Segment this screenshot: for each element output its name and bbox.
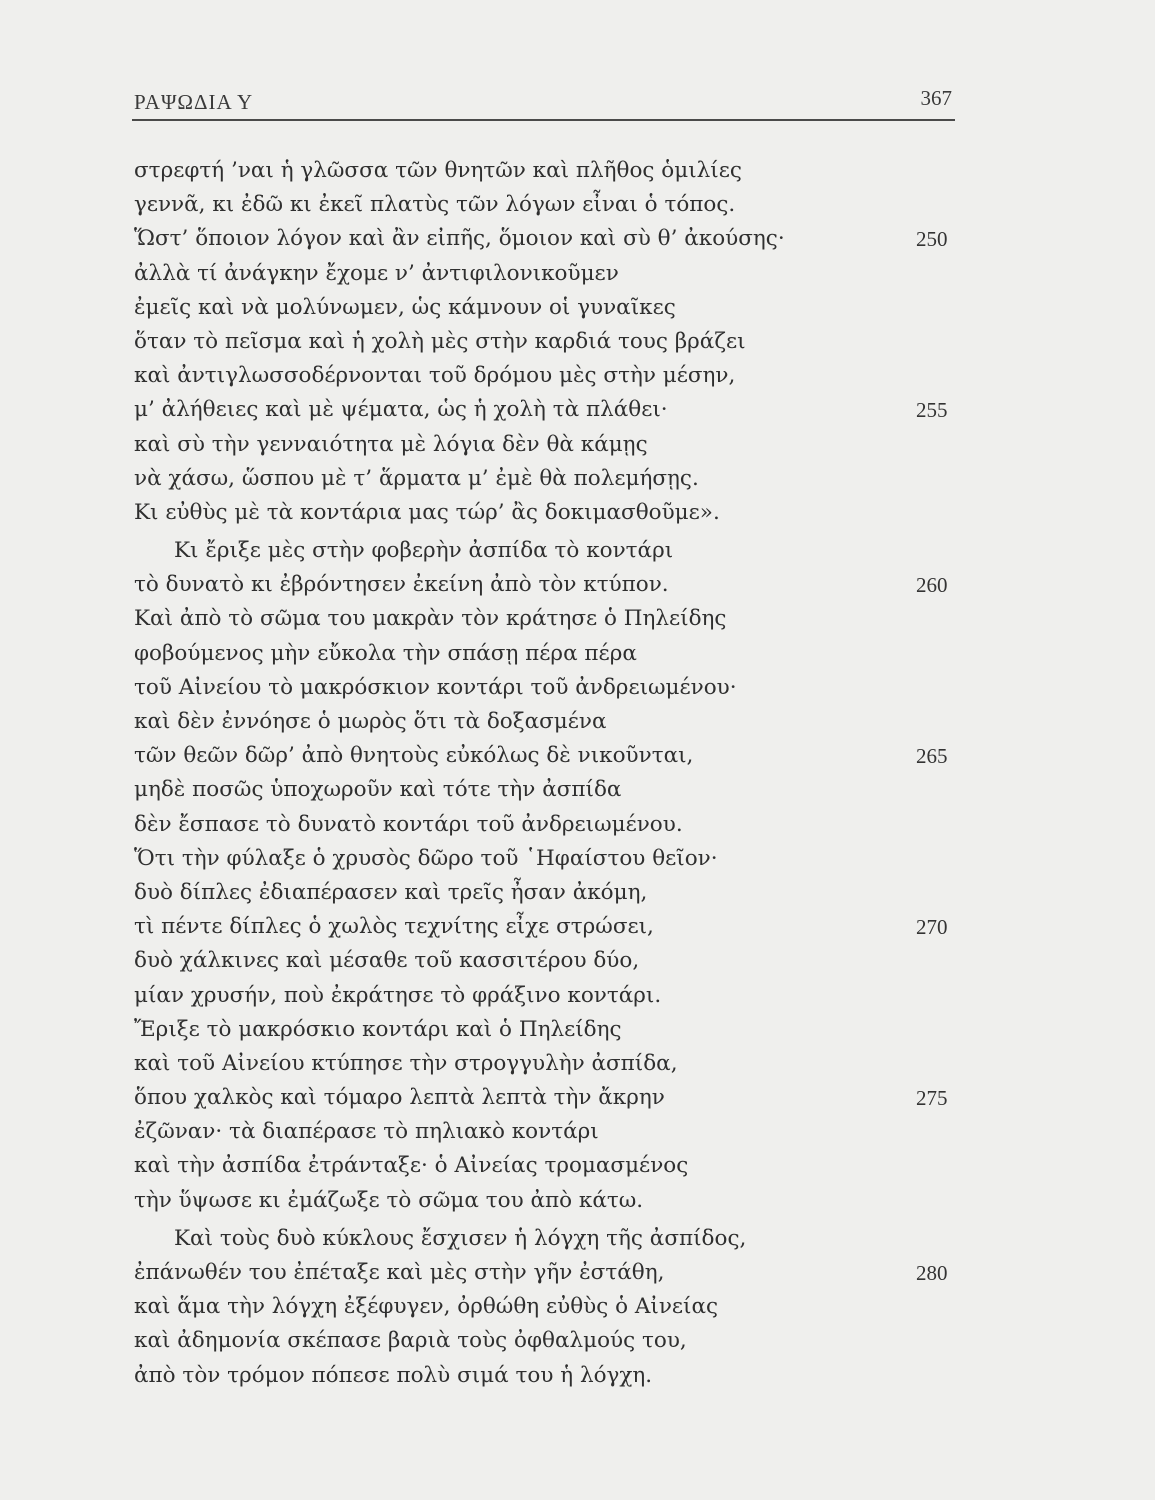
verse-text: Ὅτι τὴν φύλαξε ὁ χρυσὸς δῶρο τοῦ ῾Ηφαίστου θεῖον· <box>134 845 718 871</box>
verse-line <box>134 154 964 188</box>
verse-line <box>134 637 964 671</box>
verse-text: καὶ τοῦ Αἰνείου κτύπησε τὴν στρογγυλὴν ἀσπίδα, <box>134 1050 678 1076</box>
verse-text: Ὥστ’ ὅποιον λόγον καὶ ἂν εἰπῆς, ὅμοιον καὶ σὺ θ’ ἀκούσης· <box>134 226 785 252</box>
verse-text: τὶ πέντε δίπλες ὁ χωλὸς τεχνίτης εἶχε στρώσει, <box>134 914 654 940</box>
verse-line <box>134 393 964 427</box>
verse-line <box>134 496 964 530</box>
verse-text: Ἔριξε τὸ μακρόσκιο κοντάρι καὶ ὁ Πηλείδης <box>134 1016 622 1042</box>
verse-text: δυὸ δίπλες ἐδιαπέρασεν καὶ τρεῖς ἦσαν ἀκόμη, <box>134 879 648 905</box>
verse-line <box>134 1047 964 1081</box>
verse-text: καὶ ἀντιγλωσσοδέρνονται τοῦ δρόμου μὲς στὴν μέσην, <box>134 363 736 389</box>
verse-line <box>134 910 964 944</box>
verse-line <box>134 1149 964 1183</box>
verse-text: γεννᾶ, κι ἐδῶ κι ἐκεῖ πλατὺς τῶν λόγων εἶναι ὁ τόπος. <box>134 192 736 218</box>
verse-text: ὅταν τὸ πεῖσμα καὶ ἡ χολὴ μὲς στὴν καρδιά τους βράζει <box>134 328 746 354</box>
verse-text: μ’ ἀλήθειες καὶ μὲ ψέματα, ὡς ἡ χολὴ τὰ πλάθει· <box>134 397 668 423</box>
verse-text: τὴν ὕψωσε κι ἐμάζωξε τὸ σῶμα του ἀπὸ κάτω. <box>134 1187 644 1213</box>
verse-line <box>134 773 964 807</box>
line-number: 270 <box>916 915 948 940</box>
verse-text: καὶ τὴν ἀσπίδα ἐτράνταξε· ὁ Αἰνείας τρομασμένος <box>134 1153 689 1179</box>
running-title: ΡΑΨΩΔΙΑ Υ <box>134 90 254 114</box>
verse-line <box>134 842 964 876</box>
verse-line <box>134 462 964 496</box>
verse-line <box>134 1324 964 1358</box>
poem-text <box>134 154 964 1393</box>
line-number: 260 <box>916 573 948 598</box>
verse-line <box>134 1184 964 1218</box>
verse-text: Καὶ τοὺς δυὸ κύκλους ἔσχισεν ἡ λόγχη τῆς ἀσπίδος, <box>174 1225 747 1251</box>
verse-text: δυὸ χάλκινες καὶ μέσαθε τοῦ κασσιτέρου δύο, <box>134 948 640 974</box>
verse-line <box>134 222 964 256</box>
verse-line <box>134 1290 964 1324</box>
verse-line <box>134 1081 964 1115</box>
verse-line <box>134 1222 964 1256</box>
line-number: 275 <box>916 1086 948 1111</box>
verse-line <box>134 1013 964 1047</box>
verse-text: τὸ δυνατὸ κι ἐβρόντησεν ἐκείνη ἀπὸ τὸν κτύπον. <box>134 572 669 598</box>
verse-text: τῶν θεῶν δῶρ’ ἀπὸ θνητοὺς εὐκόλως δὲ νικοῦνται, <box>134 743 694 769</box>
verse-text: Καὶ ἀπὸ τὸ σῶμα του μακρὰν τὸν κράτησε ὁ Πηλείδης <box>134 606 727 632</box>
line-number: 280 <box>916 1261 948 1285</box>
verse-text: Κι εὐθὺς μὲ τὰ κοντάρια μας τώρ’ ἂς δοκιμασθοῦμε». <box>134 499 720 525</box>
verse-text: δὲν ἔσπασε τὸ δυνατὸ κοντάρι τοῦ ἀνδρειωμένου. <box>134 811 683 837</box>
verse-text: ἐπάνωθέν του ἐπέταξε καὶ μὲς στὴν γῆν ἐστάθη, <box>134 1260 665 1285</box>
verse-line <box>134 944 964 978</box>
verse-line <box>134 568 964 602</box>
verse-text: ἐζῶναν· τὰ διαπέρασε τὸ πηλιακὸ κοντάρι <box>134 1119 599 1145</box>
verse-line <box>134 1359 964 1393</box>
verse-line <box>134 876 964 910</box>
verse-line <box>134 325 964 359</box>
verse-text: φοβούμενος μὴν εὔκολα τὴν σπάσῃ πέρα πέρα <box>134 640 637 666</box>
verse-line <box>134 808 964 842</box>
verse-text: ἐμεῖς καὶ νὰ μολύνωμεν, ὡς κάμνουν οἱ γυναῖκες <box>134 294 676 320</box>
page-header <box>134 84 952 120</box>
verse-line <box>134 428 964 462</box>
verse-text: τοῦ Αἰνείου τὸ μακρόσκιον κοντάρι τοῦ ἀνδρειωμένου· <box>134 674 737 700</box>
verse-text: καὶ ἅμα τὴν λόγχη ἐξέφυγεν, ὀρθώθη εὐθὺς ὁ Αἰνείας <box>134 1294 719 1320</box>
line-number: 255 <box>916 398 948 423</box>
verse-line <box>134 188 964 222</box>
verse-text: καὶ σὺ τὴν γενναιότητα μὲ λόγια δὲν θὰ κάμῃς <box>134 431 648 457</box>
verse-line <box>134 534 964 568</box>
verse-text: καὶ ἀδημονία σκέπασε βαριὰ τοὺς ὀφθαλμούς του, <box>134 1328 687 1354</box>
line-number: 250 <box>916 227 948 252</box>
header-rule <box>132 119 955 121</box>
verse-line <box>134 359 964 393</box>
verse-line <box>134 602 964 636</box>
verse-line <box>134 1115 964 1149</box>
verse-text: ἀπὸ τὸν τρόμον πόπεσε πολὺ σιμά του ἡ λόγχη. <box>134 1362 653 1388</box>
verse-text: μηδὲ ποσῶς ὑποχωροῦν καὶ τότε τὴν ἀσπίδα <box>134 777 622 803</box>
verse-text: στρεφτή ’ναι ἡ γλῶσσα τῶν θνητῶν καὶ πλῆθος ὁμιλίες <box>134 158 742 183</box>
verse-text: νὰ χάσω, ὥσπου μὲ τ’ ἅρματα μ’ ἐμὲ θὰ πολεμήσῃς. <box>134 465 699 491</box>
verse-line <box>134 739 964 773</box>
verse-line <box>134 979 964 1013</box>
line-number: 265 <box>916 744 948 769</box>
verse-text: καὶ δὲν ἐννόησε ὁ μωρὸς ὅτι τὰ δοξασμένα <box>134 709 607 734</box>
verse-line <box>134 671 964 705</box>
verse-text: Κι ἔριξε μὲς στὴν φοβερὴν ἀσπίδα τὸ κοντάρι <box>174 538 674 564</box>
verse-line <box>134 291 964 325</box>
verse-text: ὅπου χαλκὸς καὶ τόμαρο λεπτὰ λεπτὰ τὴν ἄκρην <box>134 1085 665 1111</box>
verse-text: ἀλλὰ τί ἀνάγκην ἔχομε ν’ ἀντιφιλονικοῦμεν <box>134 260 619 286</box>
verse-line <box>134 705 964 739</box>
verse-text: μίαν χρυσήν, ποὺ ἐκράτησε τὸ φράξινο κοντάρι. <box>134 982 662 1008</box>
page-number: 367 <box>920 86 952 110</box>
verse-line <box>134 257 964 291</box>
verse-line <box>134 1256 964 1290</box>
